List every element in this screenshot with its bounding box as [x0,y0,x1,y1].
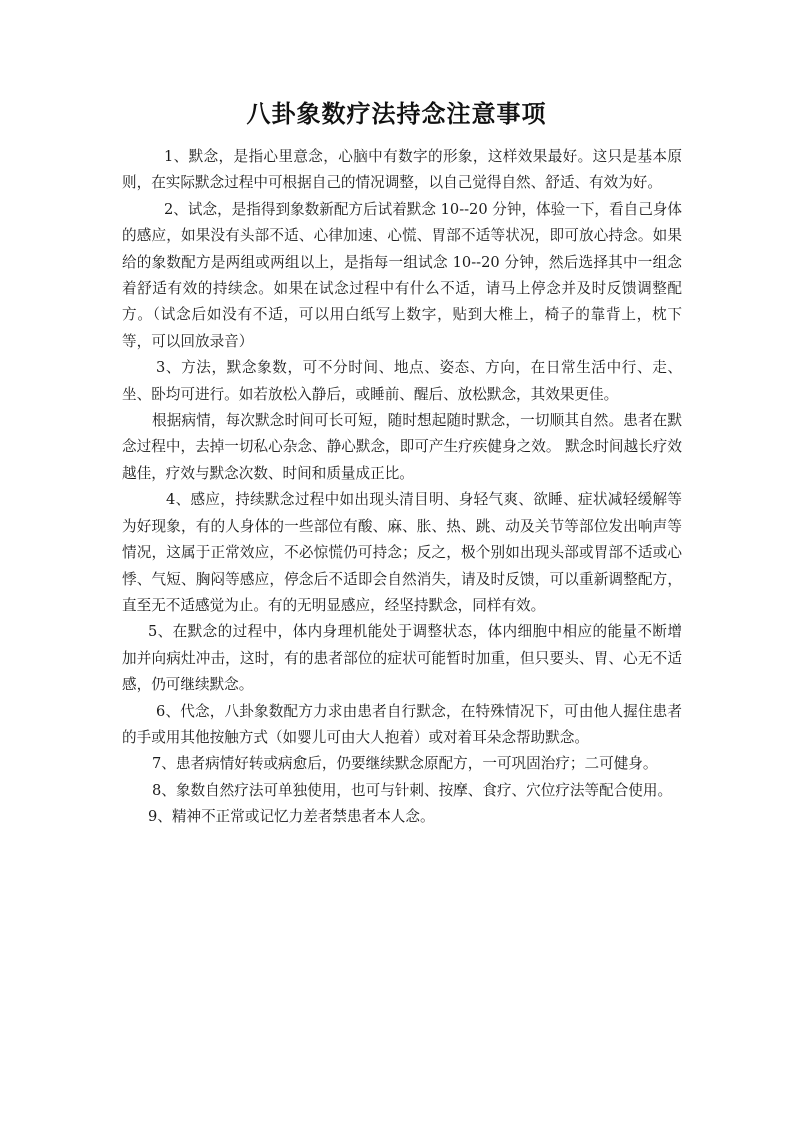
paragraph-7-recovery: 7、患者病情好转或病愈后，仍要继续默念原配方，一可巩固治疗；二可健身。 [152,755,658,773]
paragraph-2-trial-recitation: 2、试念，是指得到象数新配方后试着默念 10--20 分钟，体验一下，看自己身体的感应，如果没有头部不适、心律加速、心慌、胃部不适等状况，即可放心持念。如果给的象数配方是两组或两组以上，是指每一组试念 10--20 分钟，然后选择其中一组念着舒适有效的持续念。如果在试念过程中有什么不适，请马上停念并及时反馈调整配方。（试念后如没有不适，可以用白纸写上数字，贴到大椎上，椅子的靠背上，枕下等，可以回放录音） [122,200,682,350]
paragraph-3-method: 3、方法，默念象数，可不分时间、地点、姿态、方向，在日常生活中行、走、坐、卧均可进行。如若放松入静后，或睡前、醒后、放松默念，其效果更佳。 [122,359,682,403]
paragraph-8-combination: 8、象数自然疗法可单独使用，也可与针刺、按摩、食疗、穴位疗法等配合使用。 [152,781,673,799]
document-body [122,144,682,831]
document-title: 八卦象数疗法持念注意事项 [246,99,547,128]
paragraph-5-adjustment: 5、在默念的过程中，体内身理机能处于调整状态，体内细胞中相应的能量不断增加并向病灶冲击，这时，有的患者部位的症状可能暂时加重，但只要头、胃、心无不适感，仍可继续默念。 [122,623,682,694]
paragraph-1-silent-recitation: 1、默念，是指心里意念，心脑中有数字的形象，这样效果最好。这只是基本原则，在实际默念过程中可根据自己的情况调整，以自己觉得自然、舒适、有效为好。 [122,148,682,192]
paragraph-6-proxy-recitation: 6、代念，八卦象数配方力求由患者自行默念，在特殊情况下，可由他人握住患者的手或用其他按触方式（如婴儿可由大人抱着）或对着耳朵念帮助默念。 [122,702,682,746]
paragraph-3-continued: 根据病情，每次默念时间可长可短，随时想起随时默念，一切顺其自然。患者在默念过程中，去掉一切私心杂念、静心默念，即可产生疗疾健身之效。 默念时间越长疗效越佳，疗效与默念次数、时间和质量成正比。 [122,412,682,482]
paragraph-9-contraindication: 9、精神不正常或记忆力差者禁患者本人念。 [148,808,435,826]
paragraph-4-response: 4、感应，持续默念过程中如出现头清目明、身轻气爽、欲睡、症状减轻缓解等为好现象，有的人身体的一些部位有酸、麻、胀、热、跳、动及关节等部位发出响声等情况，这属于正常效应，不必惊慌仍可持念；反之，极个别如出现头部或胃部不适或心悸、气短、胸闷等感应，停念后不适即会自然消失，请及时反馈，可以重新调整配方，直至无不适感觉为止。有的无明显感应，经坚持默念，同样有效。 [122,491,682,614]
